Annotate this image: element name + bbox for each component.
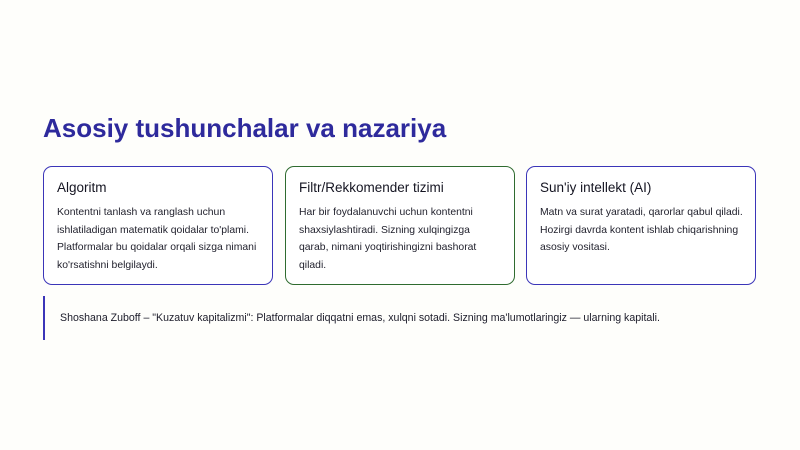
quote-text: Shoshana Zuboff – "Kuzatuv kapitalizmi": Platformalar diqqatni emas, xulqni sotadi. Sizning ma'lumotlaringiz — ularning kapitali. bbox=[60, 312, 660, 324]
card-title: Filtr/Rekkomender tizimi bbox=[299, 180, 444, 195]
card-title: Sun'iy intellekt (AI) bbox=[540, 180, 652, 195]
card-text: Har bir foydalanuvchi uchun kontentni shaxsiylashtiradi. Sizning xulqingizga qarab, nimani yoqtirishingizni bashorat qiladi. bbox=[299, 207, 477, 271]
concept-cards bbox=[43, 166, 758, 285]
quote-block bbox=[43, 296, 783, 340]
card-algorithm bbox=[43, 166, 273, 285]
card-text: Kontentni tanlash va ranglash uchun ishlatiladigan matematik qoidalar to'plami. Platformalar bu qoidalar orqali sizga nimani ko'rsatishni belgilaydi. bbox=[57, 207, 257, 271]
slide-title: Asosiy tushunchalar va nazariya bbox=[43, 113, 447, 143]
card-text: Matn va surat yaratadi, qarorlar qabul qiladi. Hozirgi davrda kontent ishlab chiqarishning asosiy vositasi. bbox=[540, 207, 743, 253]
card-title: Algoritm bbox=[57, 180, 107, 195]
card-artificial-intelligence bbox=[526, 166, 756, 285]
card-filter-recommender bbox=[285, 166, 515, 285]
